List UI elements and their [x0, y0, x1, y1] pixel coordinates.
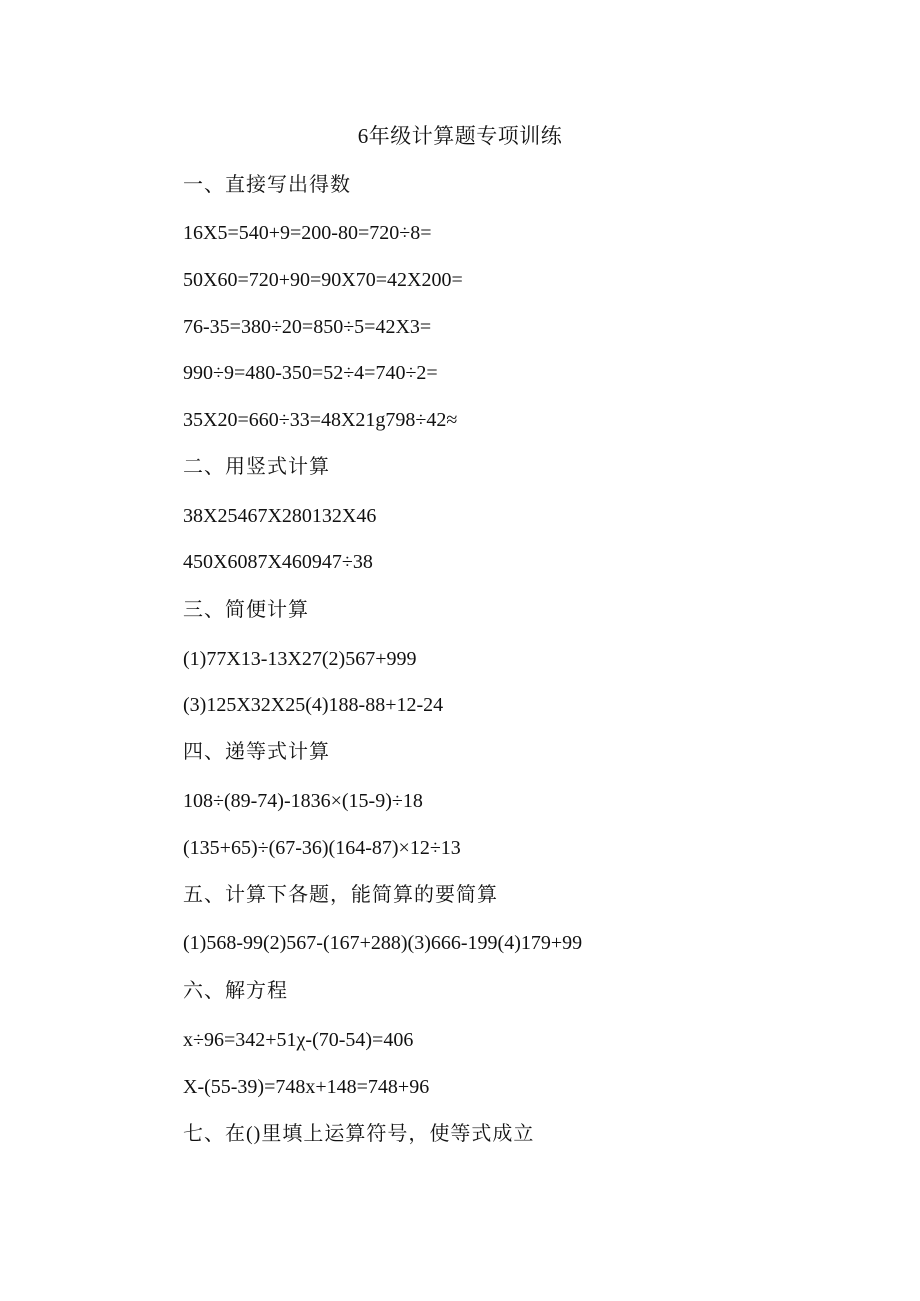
section-heading-2: 二、用竖式计算: [183, 456, 330, 478]
exercise-line: 76-35=380÷20=850÷5=42X3=: [183, 316, 432, 338]
section-heading-6: 六、解方程: [183, 980, 288, 1002]
exercise-line: 38X25467X280132X46: [183, 505, 377, 527]
exercise-line: 990÷9=480-350=52÷4=740÷2=: [183, 362, 438, 384]
section-heading-4: 四、递等式计算: [183, 741, 330, 763]
exercise-line: X-(55-39)=748x+148=748+96: [183, 1076, 430, 1098]
document-title: 6年级计算题专项训练: [357, 124, 563, 148]
exercise-line: x÷96=342+51χ-(70-54)=406: [183, 1029, 414, 1051]
exercise-line: 108÷(89-74)-1836×(15-9)÷18: [183, 790, 423, 812]
exercise-line: 50X60=720+90=90X70=42X200=: [183, 269, 463, 291]
section-heading-3: 三、简便计算: [183, 599, 309, 621]
section-heading-5: 五、计算下各题，能简算的要简算: [183, 884, 498, 906]
exercise-line: 35X20=660÷33=48X21g798÷42≈: [183, 409, 458, 431]
exercise-line: 450X6087X460947÷38: [183, 551, 373, 573]
exercise-line: (135+65)÷(67-36)(164-87)×12÷13: [183, 837, 461, 859]
exercise-line: (1)568-99(2)567-(167+288)(3)666-199(4)179+99: [183, 932, 583, 954]
exercise-line: (1)77X13-13X27(2)567+999: [183, 648, 417, 670]
section-heading-1: 一、直接写出得数: [183, 174, 351, 196]
section-heading-7: 七、在()里填上运算符号，使等式成立: [183, 1123, 535, 1145]
exercise-line: (3)125X32X25(4)188-88+12-24: [183, 694, 444, 716]
exercise-line: 16X5=540+9=200-80=720÷8=: [183, 222, 432, 244]
